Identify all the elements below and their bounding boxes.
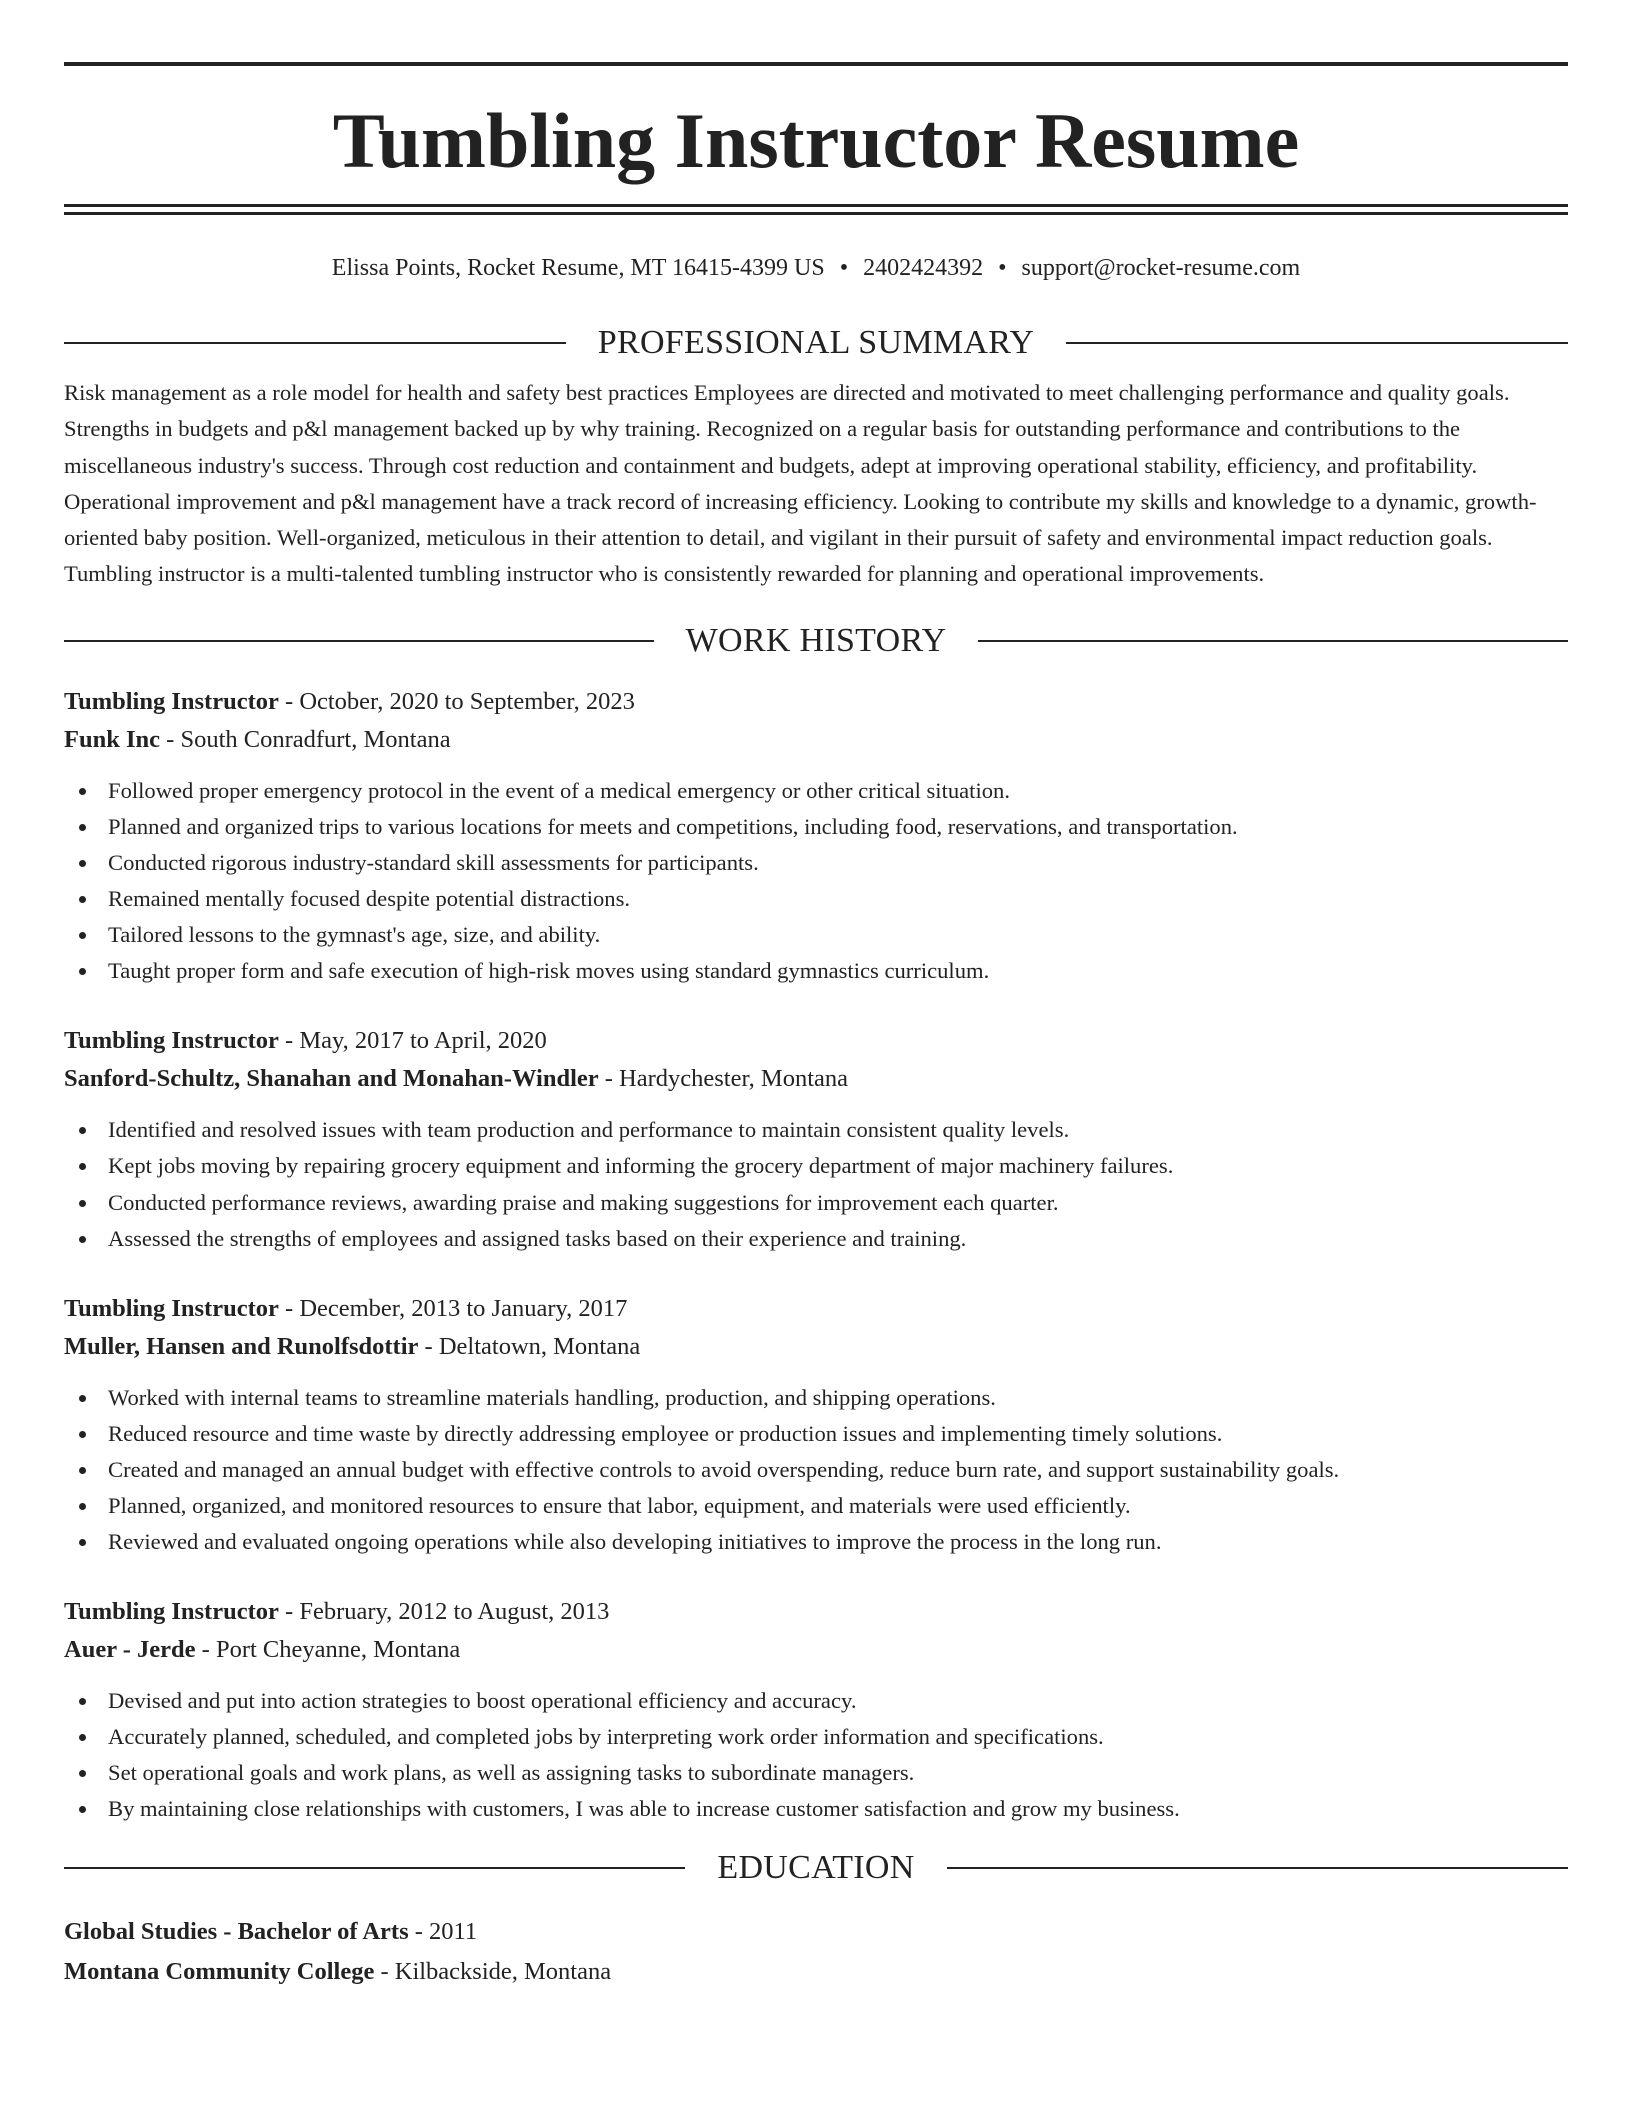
list-item: Taught proper form and safe execution of high-risk moves using standard gymnastics curriculum.: [64, 953, 1568, 989]
dash: -: [278, 1598, 300, 1626]
job-entry: [64, 1290, 1568, 1560]
job-title-line: [64, 683, 1568, 721]
list-item: Created and managed an annual budget with effective controls to avoid overspending, reduce burn rate, and support sustainability goals.: [64, 1452, 1568, 1488]
job-title: Tumbling Instructor: [64, 1027, 279, 1055]
job-company: Auer - Jerde: [64, 1636, 196, 1664]
job-title-line: [64, 1290, 1568, 1328]
list-item: Set operational goals and work plans, as well as assigning tasks to subordinate managers.: [64, 1755, 1568, 1791]
job-dates: December, 2013 to January, 2017: [299, 1294, 628, 1322]
list-item: Conducted performance reviews, awarding praise and making suggestions for improvement each quarter.: [64, 1185, 1568, 1221]
list-item: Accurately planned, scheduled, and completed jobs by interpreting work order information and specifications.: [64, 1719, 1568, 1755]
job-bullets: [64, 1380, 1568, 1560]
contact-email: support@rocket-resume.com: [1021, 255, 1301, 281]
job-title: Tumbling Instructor: [64, 687, 279, 715]
job-title: Tumbling Instructor: [64, 1294, 279, 1322]
top-rule: [64, 62, 1568, 66]
list-item: Devised and put into action strategies to boost operational efficiency and accuracy.: [64, 1683, 1568, 1719]
job-entry: [64, 1022, 1568, 1256]
dash: -: [160, 725, 181, 753]
list-item: Remained mentally focused despite potential distractions.: [64, 881, 1568, 917]
job-bullets: [64, 1112, 1568, 1256]
job-dates: October, 2020 to September, 2023: [299, 687, 635, 715]
job-entry: [64, 1593, 1568, 1827]
work-history-heading: [64, 621, 1568, 661]
list-item: Conducted rigorous industry-standard skill assessments for participants.: [64, 845, 1568, 881]
job-location: Deltatown, Montana: [438, 1332, 641, 1360]
list-item: Planned, organized, and monitored resources to ensure that labor, equipment, and materials were used efficiently.: [64, 1488, 1568, 1524]
list-item: Reduced resource and time waste by directly addressing employee or production issues and implementing timely solutions.: [64, 1416, 1568, 1452]
contact-address: Elissa Points, Rocket Resume, MT 16415-4399 US: [331, 255, 825, 281]
job-location: Hardychester, Montana: [619, 1065, 849, 1093]
job-entry: [64, 683, 1568, 990]
contact-separator: •: [998, 255, 1007, 281]
job-location: South Conradfurt, Montana: [180, 725, 451, 753]
list-item: Planned and organized trips to various locations for meets and competitions, including food, reservations, and transportation.: [64, 809, 1568, 845]
job-bullets: [64, 1683, 1568, 1827]
dash: -: [418, 1332, 439, 1360]
job-title: Tumbling Instructor: [64, 1598, 279, 1626]
contact-phone: 2402424392: [863, 255, 984, 281]
job-company: Funk Inc: [64, 725, 161, 753]
job-company: Sanford-Schultz, Shanahan and Monahan-Windler: [64, 1065, 599, 1093]
page-title: Tumbling Instructor Resume: [332, 97, 1300, 184]
dash: -: [408, 1917, 430, 1945]
summary-heading-label: PROFESSIONAL SUMMARY: [597, 324, 1035, 361]
job-company-line: [64, 721, 1568, 759]
job-dates: February, 2012 to August, 2013: [299, 1598, 610, 1626]
education-school: Montana Community College: [64, 1957, 375, 1985]
list-item: Kept jobs moving by repairing grocery equipment and informing the grocery department of major machinery failures.: [64, 1148, 1568, 1184]
list-item: Reviewed and evaluated ongoing operations while also developing initiatives to improve the process in the long run.: [64, 1524, 1568, 1560]
list-item: Identified and resolved issues with team production and performance to maintain consistent quality levels.: [64, 1112, 1568, 1148]
list-item: Assessed the strengths of employees and assigned tasks based on their experience and training.: [64, 1221, 1568, 1257]
contact-separator: •: [839, 255, 849, 281]
list-item: Followed proper emergency protocol in the event of a medical emergency or other critical situation.: [64, 773, 1568, 809]
summary-heading: [64, 323, 1568, 363]
job-company-line: [64, 1328, 1568, 1366]
work-history-heading-label: WORK HISTORY: [685, 621, 947, 659]
dash: -: [278, 1294, 300, 1322]
summary-text: Risk management as a role model for health and safety best practices Employees are directed and motivated to meet challenging performance and quality goals. Strengths in budgets and p&l management backed up by why training. Recognized on a regular basis for outstanding performance and contributions to the miscellaneous industry's success. Through cost reduction and containment and budgets, adept at improving operational stability, efficiency, and profitability. Operational improvement and p&l management have a track record of increasing efficiency. Looking to contribute my skills and knowledge to a dynamic, growth-oriented baby position. Well-organized, meticulous in their attention to detail, and vigilant in their pursuit of safety and environmental impact reduction goals. Tumbling instructor is a multi-talented tumbling instructor who is consistently rewarded for planning and operational improvements.: [64, 380, 1537, 587]
education-degree-line: [64, 1912, 1568, 1952]
education-heading: [64, 1848, 1568, 1888]
job-company: Muller, Hansen and Runolfsdottir: [64, 1332, 419, 1360]
job-dates: May, 2017 to April, 2020: [299, 1027, 547, 1055]
education-heading-label: EDUCATION: [717, 1848, 915, 1886]
work-history-list: [64, 683, 1568, 1828]
list-item: Tailored lessons to the gymnast's age, size, and ability.: [64, 917, 1568, 953]
dash: -: [598, 1065, 620, 1093]
contact-line: [64, 253, 1568, 283]
education-degree: Global Studies - Bachelor of Arts: [64, 1917, 409, 1945]
job-title-line: [64, 1593, 1568, 1631]
title-double-rule: [64, 204, 1568, 215]
dash: -: [278, 1027, 300, 1055]
education-school-line: [64, 1952, 1568, 1992]
job-company-line: [64, 1631, 1568, 1669]
dash: -: [374, 1957, 395, 1985]
job-title-line: [64, 1022, 1568, 1060]
list-item: Worked with internal teams to streamline materials handling, production, and shipping operations.: [64, 1380, 1568, 1416]
dash: -: [195, 1636, 216, 1664]
education-location: Kilbackside, Montana: [394, 1957, 612, 1985]
education-year: 2011: [429, 1917, 478, 1945]
job-company-line: [64, 1060, 1568, 1098]
dash: -: [278, 687, 300, 715]
list-item: By maintaining close relationships with customers, I was able to increase customer satisfaction and grow my business.: [64, 1791, 1568, 1827]
job-location: Port Cheyanne, Montana: [215, 1636, 461, 1664]
job-bullets: [64, 773, 1568, 990]
